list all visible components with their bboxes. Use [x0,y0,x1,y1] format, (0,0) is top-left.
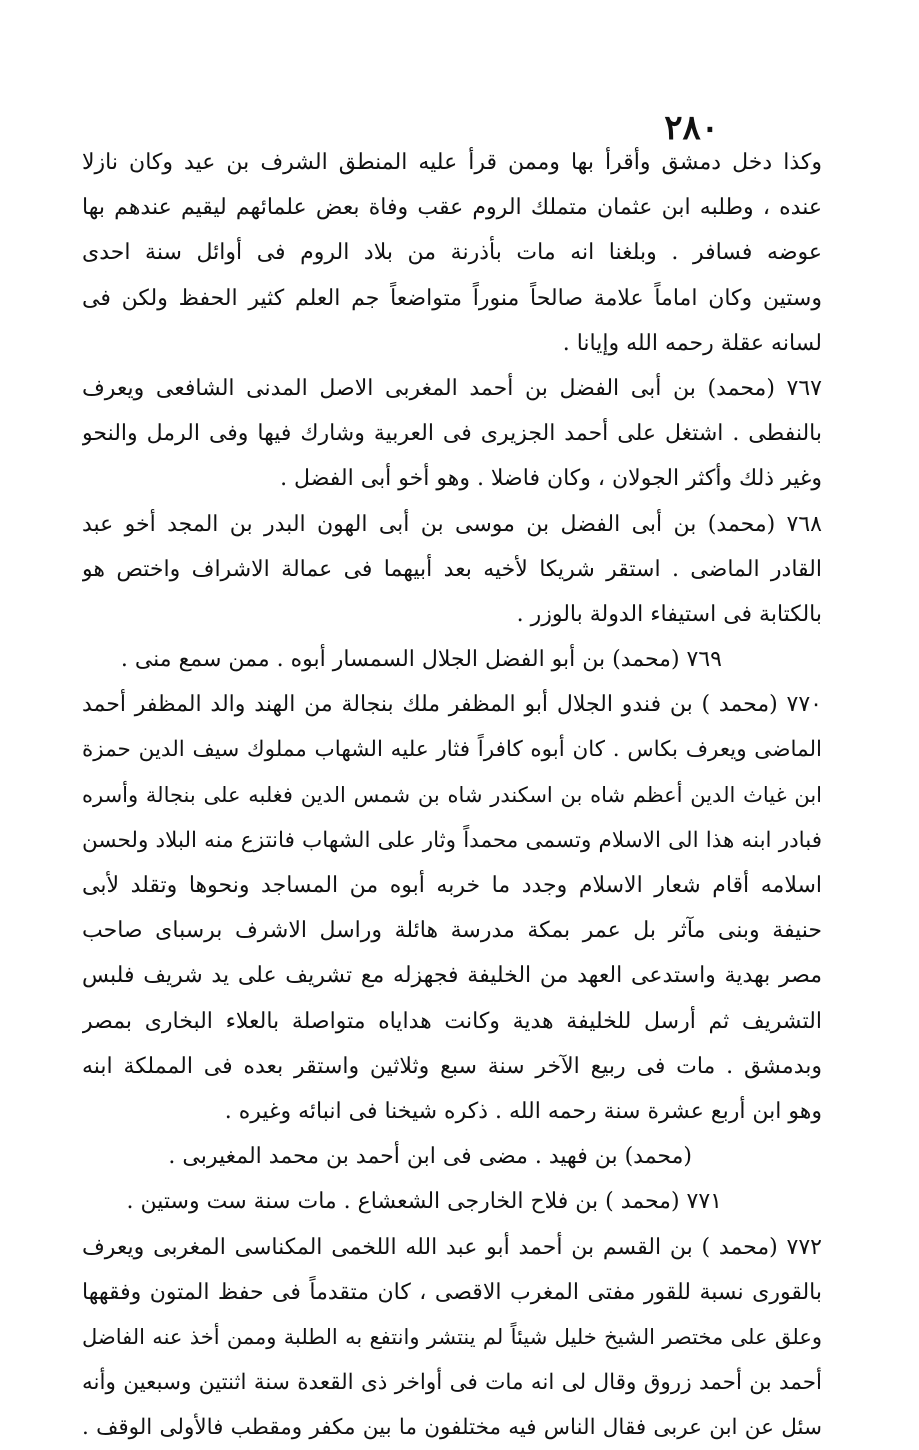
text-line: القادر الماضى . استقر شريكا لأخيه بعد أبيهما فى عمالة الاشراف واختص هو [82,556,822,582]
text-line: وكذا دخل دمشق وأقرأ بها وممن قرأ عليه المنطق الشرف بن عيد وكان نازلا [82,150,822,175]
text-line: بالنفطى . اشتغل على أحمد الجزيرى فى العربية وشارك فيها وفى الرمل والنحو [82,421,822,447]
page-number: ٢٨٠ [664,108,719,148]
text-line: لسانه عقلة رحمه الله وإيانا . [562,330,822,356]
entry-767-heading: ٧٦٧ (محمد) بن أبى الفضل بن أحمد المغربى الاصل المدنى الشافعى ويعرف [82,375,822,401]
text-line: مصر بهدية واستدعى العهد من الخليفة فجهزله مع تشريف على يد شريف فلبس [82,963,822,989]
text-line: وستين وكان اماماً علامة صالحاً منوراً متواضعاً جم العلم كثير الحفظ ولكن فى [82,285,822,311]
text-line: اسلامه أقام شعار الاسلام وجدد ما خربه أبوه من المساجد ونحوها وتقلد لأبى [82,873,822,898]
text-line: وعلق على مختصر الشيخ خليل شيئاً لم ينتشر وانتفع به الطلبة وممن أخذ عنه الفاضل [82,1324,822,1349]
text-line: فبادر ابنه هذا الى الاسلام وتسمى محمداً وثار على الشهاب فانتزع منه البلاد ولحسن [82,827,822,853]
text-line: عنده ، وطلبه ابن عثمان متملك الروم عقب وفاة بعض علمائهم ليقيم عندهم بها [82,195,822,221]
entry-770-heading: ٧٧٠ (محمد ) بن فندو الجلال أبو المظفر ملك بنجالة من الهند والد المظفر أحمد [82,692,822,718]
text-line: حنيفة وبنى مآثر بل عمر بمكة مدرسة هائلة وراسل الاشرف برسباى صاحب [82,918,822,944]
text-line: ابن غياث الدين أعظم شاه بن اسكندر شاه بن شمس الدين فغلبه على بنجالة وأسره [82,782,822,807]
text-line: التشريف ثم أرسل للخليفة هدية وكانت هداياه متواصلة بالعلاء البخارى بمصر [82,1008,822,1034]
entry-772-heading: ٧٧٢ (محمد ) بن القسم بن أحمد أبو عبد الله اللخمى المكناسى المغربى ويعرف [82,1234,822,1260]
text-line: وغير ذلك وأكثر الجولان ، وكان فاضلا . وهو أخو أبى الفضل . [280,466,822,492]
text-line: وهو ابن أربع عشرة سنة رحمه الله . ذكره شيخنا فى انبائه وغيره . [224,1098,822,1124]
text-line: وبدمشق . مات فى ربيع الآخر سنة سبع وثلاثين واستقر بعده فى المملكة ابنه [82,1053,822,1079]
text-line: عوضه فسافر . وبلغنا انه مات بأذرنة من بلاد الروم فى أوائل سنة احدى [82,240,822,266]
text-line: سئل عن ابن عربى فقال الناس فيه مختلفون ما بين مكفر ومقطب فالأولى الوقف . [82,1415,822,1441]
entry-768-heading: ٧٦٨ (محمد) بن أبى الفضل بن موسى بن أبى الهون البدر بن المجد أخو عبد [82,511,822,537]
entry-769-heading: ٧٦٩ (محمد) بن أبو الفضل الجلال السمسار أبوه . ممن سمع منى . [120,647,722,673]
body-text [82,140,822,1450]
cross-reference-line: (محمد) بن فهيد . مضى فى ابن أحمد بن محمد المغيربى . [168,1144,692,1170]
entry-771-heading: ٧٧١ (محمد ) بن فلاح الخارجى الشعشاع . مات سنة ست وستين . [126,1189,722,1215]
text-line: بالكتابة فى استيفاء الدولة بالوزر . [516,601,822,627]
text-line: الماضى ويعرف بكاس . كان أبوه كافراً فثار عليه الشهاب مملوك سيف الدين حمزة [82,737,822,763]
text-line: بالقورى نسبة للقور مفتى المغرب الاقصى ، كان متقدماً فى حفظ المتون وفقهها [82,1279,822,1305]
text-line: أحمد بن أحمد زروق وقال لى انه مات فى أواخر ذى القعدة سنة اثنتين وسبعين وأنه [82,1370,822,1396]
